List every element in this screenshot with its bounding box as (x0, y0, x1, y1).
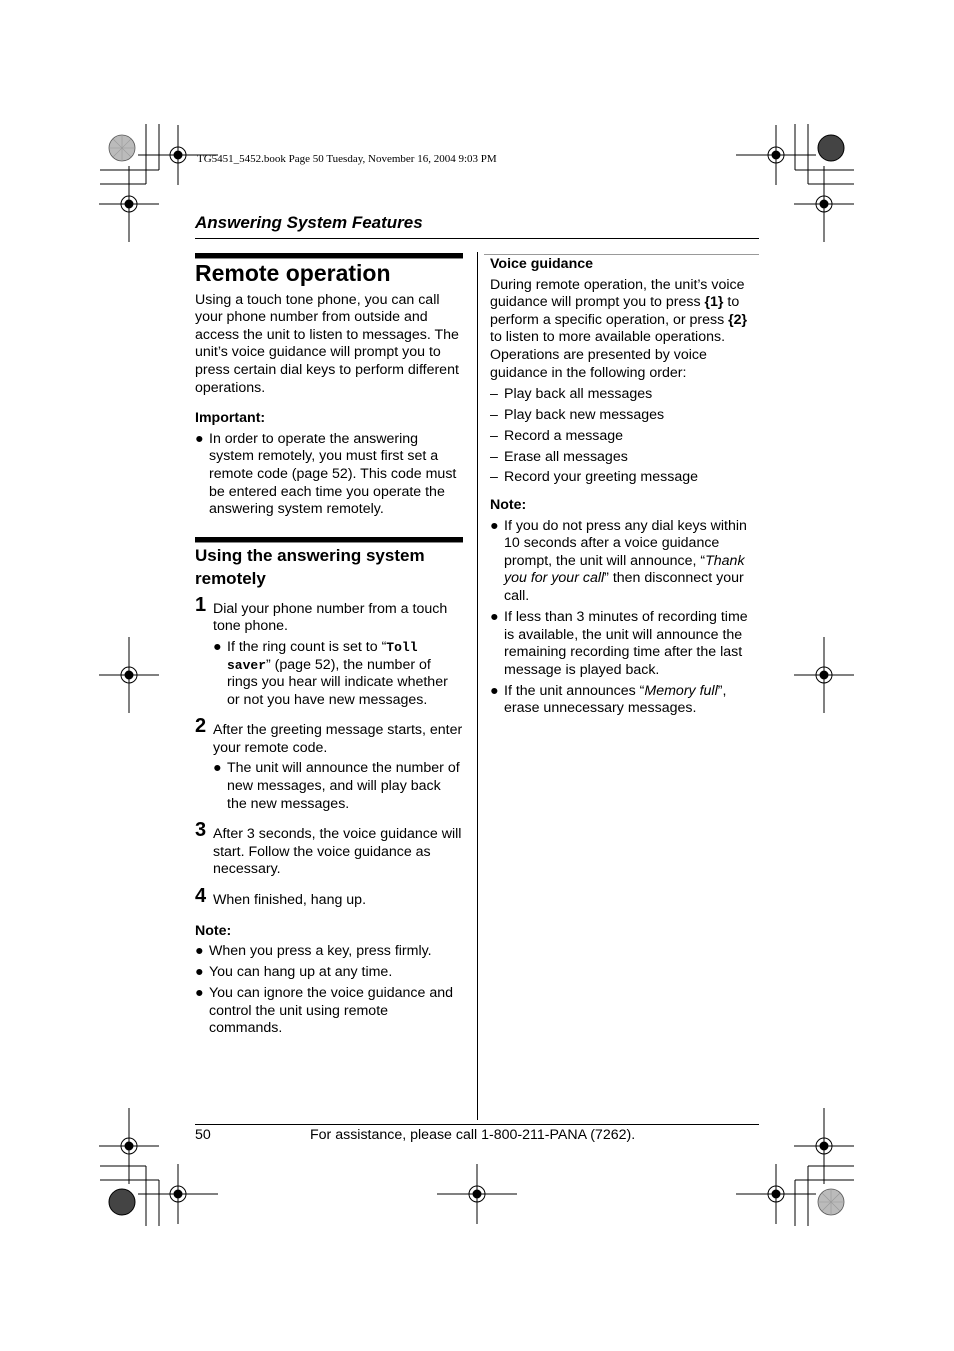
list-item: – Record your greeting message (490, 469, 698, 486)
step-text: After 3 seconds, the voice guidance will start. Follow the voice guidance as necessary. (213, 826, 462, 878)
important-item (195, 431, 463, 519)
note-text-2: ”, erase unnecessary messages. (504, 682, 727, 717)
note-text: If less than 3 minutes of recording time is available, the unit will announce the remaining recording time after the last message is played back. (504, 609, 748, 678)
note-item (490, 609, 759, 679)
note-item (490, 683, 759, 718)
note-item (195, 985, 463, 1038)
list-item-text: Record a message (504, 427, 624, 444)
note-item (195, 943, 463, 961)
note-text: You can hang up at any time. (209, 964, 393, 981)
step-number: 4 (195, 885, 207, 908)
paragraph-text-3: to listen to more available operations. Operations are presented by voice guidance in the following order: (490, 329, 726, 381)
note-text-2: ” then disconnect your call. (504, 570, 744, 605)
important-text: In order to operate the answering system remotely, you must first set a remote code (page 52). This code must be entered each time you operate the answering system remotely. (209, 430, 457, 518)
step-text: When finished, hang up. (213, 892, 367, 909)
bullet-icon: ● (195, 964, 204, 981)
right-column (490, 256, 759, 718)
note-label: Note: (490, 497, 527, 514)
list-item-text: Play back new messages (504, 406, 665, 423)
title-bar (195, 253, 463, 259)
step-number: 2 (195, 715, 207, 738)
note-quote: Thank you for your call (504, 552, 745, 587)
note-item (195, 964, 463, 982)
bullet-icon: ● (490, 682, 499, 699)
list-item: – Play back new messages (490, 406, 665, 423)
list-item-text: Erase all messages (504, 448, 628, 465)
step-2 (195, 715, 463, 757)
page-number: 50 (195, 1127, 211, 1143)
step-number: 1 (195, 593, 207, 616)
toll-saver-code: Toll saver (227, 639, 418, 673)
step-text: Dial your phone number from a touch tone phone. (213, 600, 448, 635)
page-title: Remote operation (195, 260, 391, 286)
step-1-note-text-2: ” (page 52), the number of rings you hear will indicate whether or not you have new messages. (227, 656, 448, 708)
right-top-rule (484, 254, 759, 255)
bullet-icon: ● (195, 943, 204, 960)
bullet-icon: ● (213, 638, 222, 655)
step-4 (195, 885, 463, 910)
list-item-text: Play back all messages (504, 385, 653, 402)
column-divider (477, 252, 478, 1120)
list-item: – Play back all messages (490, 385, 653, 402)
left-column (195, 253, 463, 1038)
bullet-icon: ● (213, 760, 222, 777)
key-2: {2} (728, 311, 748, 328)
important-label: Important: (195, 410, 266, 427)
bullet-icon: ● (195, 985, 204, 1002)
voice-guidance-heading: Voice guidance (490, 256, 594, 272)
paragraph-text-2: to perform a specific operation, or press (490, 294, 740, 328)
step-1 (195, 593, 463, 636)
key-1: {1} (704, 294, 724, 311)
step-number: 3 (195, 819, 207, 842)
note-item (490, 518, 759, 606)
subsection-bar (195, 537, 463, 543)
paragraph-text: During remote operation, the unit’s voice guidance will prompt you to press (490, 276, 745, 311)
print-info: TG5451_5452.book Page 50 Tuesday, November 16, 2004 9:03 PM (197, 153, 497, 165)
note-quote: Memory full (644, 682, 718, 699)
voice-guidance-paragraph (490, 277, 759, 383)
step-1-note-text: If the ring count is set to “ (227, 638, 387, 655)
note-text: If the unit announces “ (504, 682, 645, 699)
bullet-icon: ● (490, 517, 499, 534)
note-label: Note: (195, 922, 232, 939)
bullet-icon: ● (195, 430, 204, 447)
list-item: – Record a message (490, 427, 624, 444)
list-item-text: Record your greeting message (504, 469, 698, 486)
intro-paragraph: Using a touch tone phone, you can call your phone number from outside and access the unit to listen to messages. The unit’s voice guidance will prompt you to press certain dial keys to perform different operations. (195, 291, 459, 396)
operations-list (490, 386, 759, 488)
step-1-note (195, 639, 463, 709)
step-2-note-text: The unit will announce the number of new messages, and will play back the new messages. (227, 760, 460, 812)
footer-rule (195, 1124, 759, 1125)
header-rule (195, 238, 759, 239)
subsection-title: Using the answering system remotely (195, 545, 425, 588)
list-item: – Erase all messages (490, 448, 628, 465)
bullet-icon: ● (490, 609, 499, 626)
section-title: Answering System Features (195, 213, 423, 232)
step-2-note (195, 760, 463, 813)
note-text: When you press a key, press firmly. (209, 943, 432, 960)
step-3 (195, 819, 463, 879)
note-text: You can ignore the voice guidance and control the unit using remote commands. (209, 985, 454, 1037)
assistance-text: For assistance, please call 1-800-211-PANA (7262). (310, 1127, 636, 1143)
step-text: After the greeting message starts, enter your remote code. (213, 722, 463, 756)
note-text: If you do not press any dial keys within 10 seconds after a voice guidance prompt, the unit will announce, “ (504, 517, 747, 569)
